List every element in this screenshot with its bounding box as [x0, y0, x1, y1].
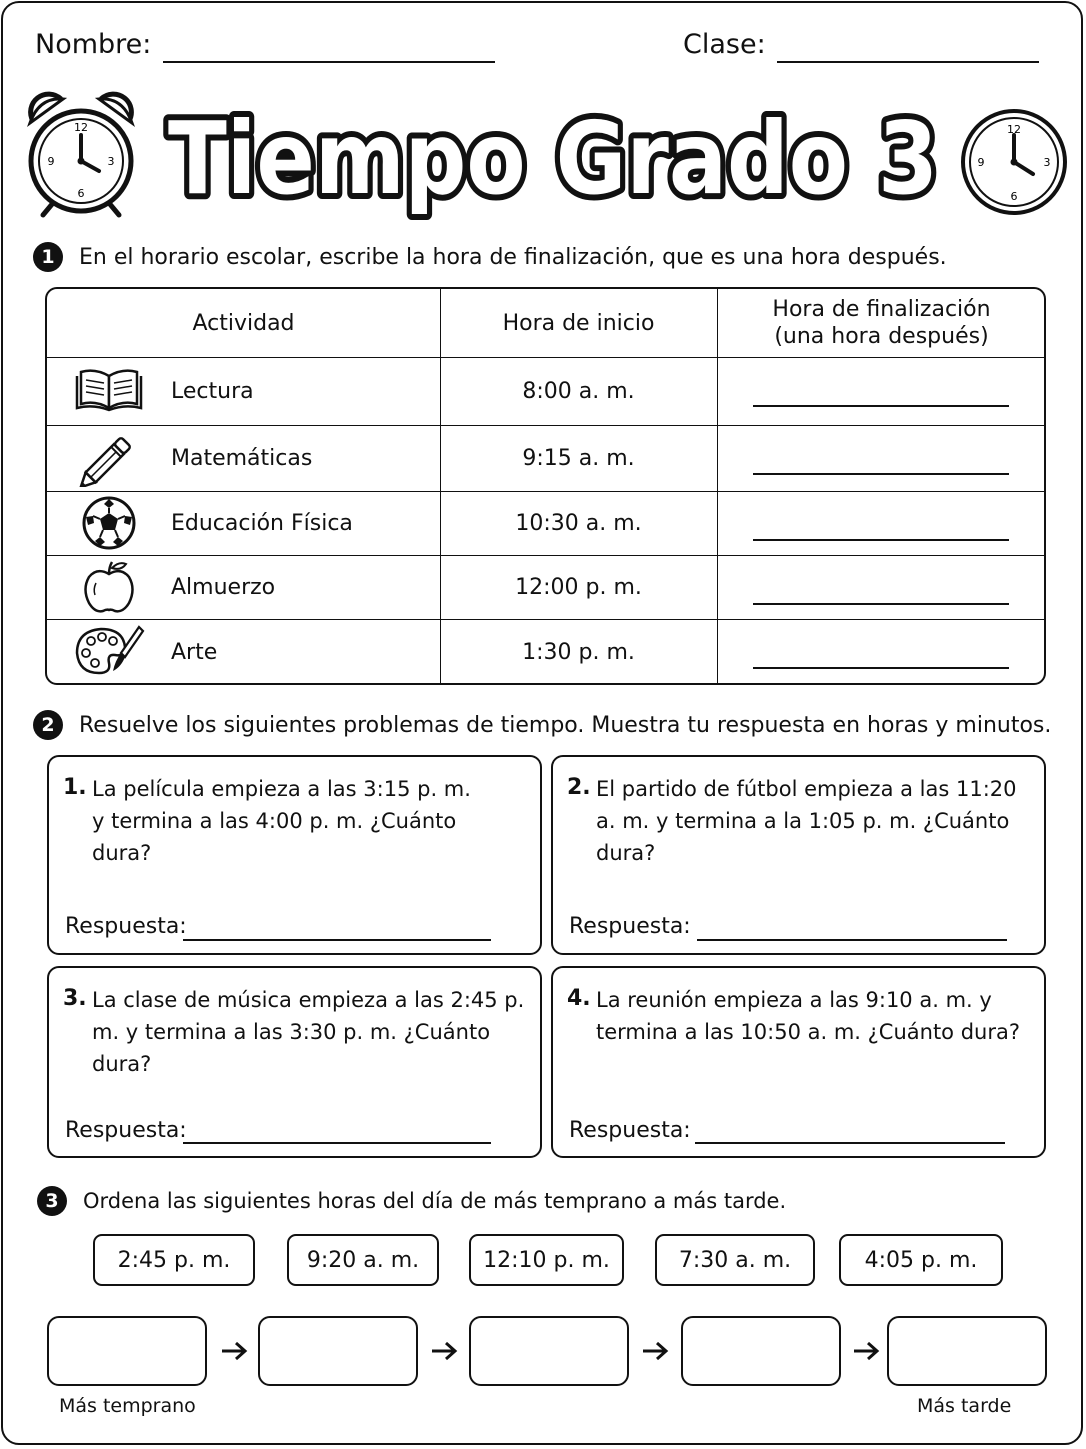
- clock-numeral: 9: [47, 155, 55, 168]
- section-number-badge: 1: [33, 242, 63, 272]
- start-time: 8:00 a. m.: [522, 378, 635, 404]
- clock-numeral: 3: [107, 155, 115, 168]
- problem-text: La clase de música empieza a las 2:45 p. m. y termina a las 3:30 p. m. ¿Cuánto dura?: [92, 988, 525, 1076]
- open-book-icon: [73, 363, 145, 419]
- arrow-right-icon: [429, 1336, 459, 1366]
- name-field[interactable]: [163, 61, 495, 63]
- column-header: Hora de inicio: [502, 310, 655, 336]
- class-label: Clase:: [683, 29, 766, 60]
- name-label: Nombre:: [35, 29, 152, 60]
- answer-label: Respuesta:: [65, 1118, 187, 1143]
- clock-numeral: 12: [1007, 123, 1021, 136]
- problem-number: 3.: [63, 986, 87, 1011]
- title-text: Tiempo Grado 3: [168, 100, 938, 217]
- end-time-field[interactable]: [753, 667, 1009, 669]
- schedule-table: [45, 287, 1046, 685]
- start-time: 10:30 a. m.: [515, 510, 642, 536]
- answer-field[interactable]: [183, 1142, 491, 1144]
- end-time-field[interactable]: [753, 473, 1009, 475]
- problem-number: 1.: [63, 775, 87, 800]
- column-header: Hora de finalización (una hora después): [772, 297, 991, 349]
- problem-card-3: [47, 966, 542, 1158]
- clock-numeral: 9: [977, 156, 985, 169]
- activity-name: Matemáticas: [171, 445, 313, 471]
- problem-card-4: [551, 966, 1046, 1158]
- class-field[interactable]: [777, 61, 1039, 63]
- arrow-right-icon: [219, 1336, 249, 1366]
- section-3-instruction: Ordena las siguientes horas del día de más temprano a más tarde.: [83, 1189, 787, 1213]
- problem-number: 2.: [567, 775, 591, 800]
- start-time: 1:30 p. m.: [522, 639, 635, 665]
- answer-label: Respuesta:: [65, 914, 187, 939]
- answer-label: Respuesta:: [569, 914, 691, 939]
- answer-label: Respuesta:: [569, 1118, 691, 1143]
- end-time-field[interactable]: [753, 405, 1009, 407]
- problem-text: La reunión empieza a las 9:10 a. m. y termina a las 10:50 a. m. ¿Cuánto dura?: [596, 988, 1020, 1044]
- arrow-right-icon: [851, 1336, 881, 1366]
- answer-field[interactable]: [695, 1142, 1005, 1144]
- worksheet-title: [153, 85, 953, 225]
- earliest-label: Más temprano: [59, 1395, 196, 1417]
- order-slot-5[interactable]: [887, 1316, 1047, 1386]
- activity-name: Educación Física: [171, 510, 353, 536]
- activity-name: Lectura: [171, 378, 254, 404]
- time-chip[interactable]: 7:30 a. m.: [655, 1234, 815, 1286]
- worksheet-page: [1, 1, 1083, 1445]
- time-chip[interactable]: 2:45 p. m.: [93, 1234, 255, 1286]
- end-time-field[interactable]: [753, 603, 1009, 605]
- activity-name: Arte: [171, 639, 218, 665]
- start-time: 9:15 a. m.: [522, 445, 635, 471]
- answer-field[interactable]: [183, 939, 491, 941]
- palette-brush-icon: [73, 623, 145, 679]
- clock-numeral: 6: [77, 187, 85, 200]
- order-slot-1[interactable]: [47, 1316, 207, 1386]
- problem-text: La película empieza a las 3:15 p. m. y termina a las 4:00 p. m. ¿Cuánto dura?: [92, 777, 471, 865]
- column-header: Actividad: [192, 310, 295, 336]
- section-1-instruction: En el horario escolar, escribe la hora de finalización, que es una hora después.: [79, 244, 947, 270]
- arrow-right-icon: [640, 1336, 670, 1366]
- end-time-field[interactable]: [753, 539, 1009, 541]
- start-time: 12:00 p. m.: [515, 574, 642, 600]
- soccer-ball-icon: [73, 495, 145, 551]
- problem-card-1: [47, 755, 542, 955]
- order-slot-3[interactable]: [469, 1316, 629, 1386]
- problem-text: El partido de fútbol empieza a las 11:20 a. m. y termina a la 1:05 p. m. ¿Cuánto dura?: [596, 777, 1017, 865]
- section-2-instruction: Resuelve los siguientes problemas de tiempo. Muestra tu respuesta en horas y minutos.: [79, 712, 1052, 738]
- wall-clock-icon: [959, 107, 1069, 217]
- pencil-icon: [73, 431, 145, 487]
- answer-field[interactable]: [697, 939, 1007, 941]
- order-slot-4[interactable]: [681, 1316, 841, 1386]
- clock-numeral: 3: [1043, 156, 1051, 169]
- order-slot-2[interactable]: [258, 1316, 418, 1386]
- section-1-heading: [33, 239, 1061, 275]
- section-2-heading: [33, 707, 1061, 743]
- section-3-heading: [37, 1183, 1061, 1219]
- apple-icon: [73, 559, 145, 615]
- time-chip[interactable]: 12:10 p. m.: [469, 1234, 624, 1286]
- header-row: [35, 25, 1033, 69]
- alarm-clock-icon: [25, 91, 137, 219]
- latest-label: Más tarde: [917, 1395, 1012, 1417]
- section-number-badge: 2: [33, 710, 63, 740]
- clock-numeral: 12: [74, 121, 88, 134]
- time-chip[interactable]: 9:20 a. m.: [287, 1234, 439, 1286]
- time-chip[interactable]: 4:05 p. m.: [839, 1234, 1003, 1286]
- problem-card-2: [551, 755, 1046, 955]
- activity-name: Almuerzo: [171, 574, 276, 600]
- problem-number: 4.: [567, 986, 591, 1011]
- clock-numeral: 6: [1010, 190, 1018, 203]
- section-number-badge: 3: [37, 1186, 67, 1216]
